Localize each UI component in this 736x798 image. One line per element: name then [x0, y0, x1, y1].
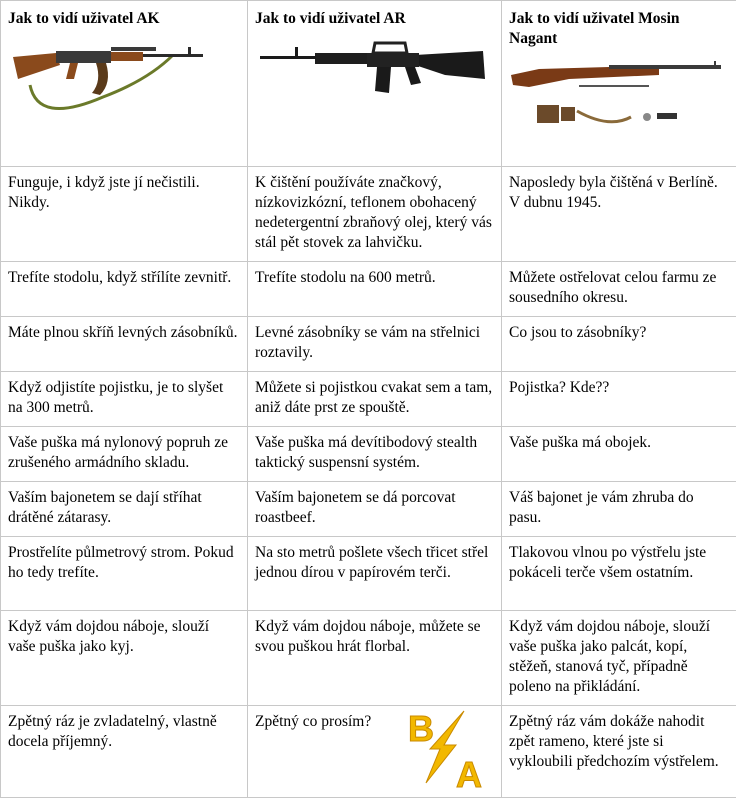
table-row	[1, 262, 736, 317]
ar-rifle-image	[255, 35, 490, 115]
cell-ar-recoil: Zpětný co prosím?	[248, 706, 502, 798]
cell-ar-penetration: Na sto metrů pošlete všech třicet střel jednou dírou v papírovém terči.	[248, 537, 502, 611]
table-row	[1, 427, 736, 482]
cell-ar-safety: Můžete si pojistkou cvakat sem a tam, aniž dáte prst ze spouště.	[248, 372, 502, 427]
cell-ak-cleaning: Funguje, i když jste jí nečistili. Nikdy.	[1, 167, 248, 262]
table-row	[1, 317, 736, 372]
header-cell-mosin	[502, 1, 736, 167]
cell-ar-sling: Vaše puška má devítibodový stealth taktický suspensní systém.	[248, 427, 502, 482]
cell-mosin-recoil: Zpětný ráz vám dokáže nahodit zpět rameno, které jste si vykloubili předchozím výstřelem.	[502, 706, 736, 798]
table-row	[1, 372, 736, 427]
svg-text:A: A	[456, 754, 482, 791]
cell-mosin-no-ammo: Když vám dojdou náboje, slouží vaše puška jako palcát, kopí, stěžeň, stanová tyč, případně poleno na přikládání.	[502, 611, 736, 706]
table-row	[1, 167, 736, 262]
cell-ar-accuracy: Trefíte stodolu na 600 metrů.	[248, 262, 502, 317]
header-cell-ak	[1, 1, 248, 167]
table-row	[1, 611, 736, 706]
svg-text:B: B	[408, 708, 434, 749]
ba-logo-watermark	[404, 705, 494, 791]
header-cell-ar	[248, 1, 502, 167]
cell-mosin-cleaning: Naposledy byla čištěná v Berlíně. V dubnu 1945.	[502, 167, 736, 262]
header-ar-title: Jak to vidí uživatel AR	[255, 9, 494, 29]
cell-ak-accuracy: Trefíte stodolu, když střílíte zevnitř.	[1, 262, 248, 317]
cell-ak-sling: Vaše puška má nylonový popruh ze zrušeného armádního skladu.	[1, 427, 248, 482]
cell-mosin-penetration: Tlakovou vlnou po výstřelu jste pokáceli terče všem ostatním.	[502, 537, 736, 611]
cell-mosin-magazines: Co jsou to zásobníky?	[502, 317, 736, 372]
header-ak-title: Jak to vidí uživatel AK	[8, 9, 240, 29]
cell-ar-cleaning: K čištění používáte značkový, nízkovizkózní, teflonem obohacený nedetergentní zbraňový olej, který vás stál pět stovek za lahvičku.	[248, 167, 502, 262]
cell-ak-no-ammo: Když vám dojdou náboje, slouží vaše puška jako kyj.	[1, 611, 248, 706]
table-row	[1, 537, 736, 611]
cell-mosin-accuracy: Můžete ostřelovat celou farmu ze sousedního okresu.	[502, 262, 736, 317]
cell-ak-penetration: Prostřelíte půlmetrový strom. Pokud ho tedy trefíte.	[1, 537, 248, 611]
header-mosin-title: Jak to vidí uživatel Mosin Nagant	[509, 9, 729, 49]
cell-ar-magazines: Levné zásobníky se vám na střelnici roztavily.	[248, 317, 502, 372]
cell-ak-safety: Když odjistíte pojistku, je to slyšet na 300 metrů.	[1, 372, 248, 427]
cell-mosin-safety: Pojistka? Kde??	[502, 372, 736, 427]
cell-ar-bayonet: Vaším bajonetem se dá porcovat roastbeef.	[248, 482, 502, 537]
table-row	[1, 706, 736, 798]
mosin-nagant-rifle-image	[509, 55, 724, 135]
table-row	[1, 482, 736, 537]
cell-ak-bayonet: Vaším bajonetem se dají stříhat drátěné zátarasy.	[1, 482, 248, 537]
cell-mosin-sling: Vaše puška má obojek.	[502, 427, 736, 482]
header-row	[1, 1, 736, 167]
cell-mosin-bayonet: Váš bajonet je vám zhruba do pasu.	[502, 482, 736, 537]
cell-ar-no-ammo: Když vám dojdou náboje, můžete se svou puškou hrát florbal.	[248, 611, 502, 706]
cell-ak-recoil: Zpětný ráz je zvladatelný, vlastně docela příjemný.	[1, 706, 248, 798]
cell-ak-magazines: Máte plnou skříň levných zásobníků.	[1, 317, 248, 372]
ak-rifle-image	[8, 35, 208, 115]
